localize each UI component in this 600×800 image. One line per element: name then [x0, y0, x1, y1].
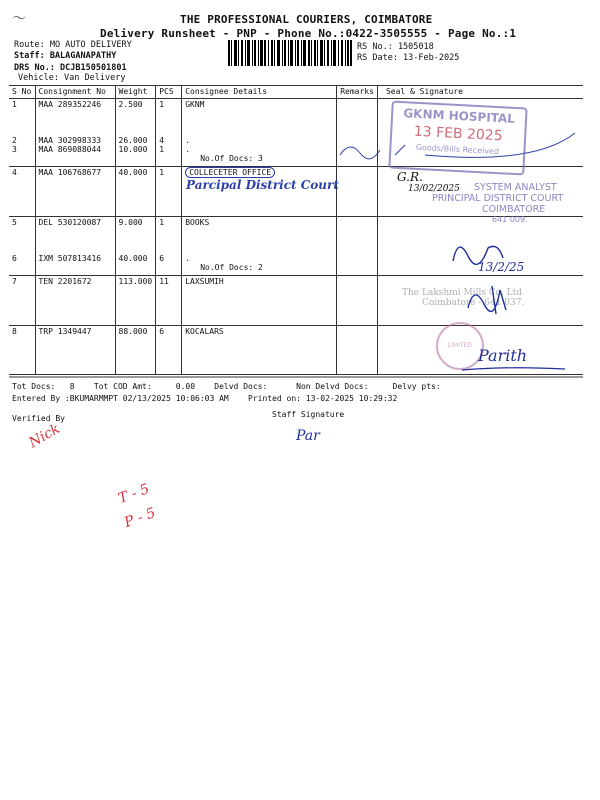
court-stamp-line4: 641 009. — [492, 215, 528, 224]
handwritten-date-row6: 13/2/25 — [478, 260, 525, 274]
vehicle-text: Vehicle: Van Delivery — [18, 73, 126, 83]
mills-stamp-line2: Coimbatore - 641 037. — [422, 298, 525, 308]
totals-line: Tot Docs: 8 Tot COD Amt: 0.00 Delvd Docs: Non Delvd Docs: Delvy pts: — [12, 382, 441, 391]
col-header-seal: Seal & Signature — [377, 86, 583, 99]
cell-weight: 40.000 — [115, 167, 156, 217]
round-seal-text: LIMITED — [447, 342, 473, 349]
cell-sno: 4 — [9, 167, 35, 217]
consignee-dots: . . — [185, 135, 191, 154]
cell-sno: 7 — [9, 276, 35, 326]
handwritten-gr-date: 13/02/2025 — [408, 184, 460, 194]
cell-consignment: TEN 2201672 — [35, 276, 115, 326]
cell-consignment: MAA 106768677 — [35, 167, 115, 217]
col-header-pcs: PCS — [156, 86, 182, 99]
cell-sno: 2 3 — [9, 135, 35, 167]
cell-consignee: KOCALARS — [182, 326, 337, 375]
cell-sno: 1 — [9, 99, 35, 135]
cell-weight: 113.000 — [115, 276, 156, 326]
cell-weight: 2.500 — [115, 99, 156, 135]
round-seal — [436, 322, 484, 370]
rs-date: RS Date: 13-Feb-2025 — [357, 53, 460, 63]
route-text: Route: MO AUTO DELIVERY — [14, 40, 132, 50]
stamp-date: 13 FEB 2025 — [413, 123, 503, 145]
verified-scrawl: Nick — [26, 420, 63, 452]
cell-consignment: TRP 1349447 — [35, 326, 115, 375]
cell-sno: 8 — [9, 326, 35, 375]
docs-count: No.Of Docs: 2 — [200, 263, 263, 272]
stamp-sub: Goods/Bills Received — [415, 142, 500, 157]
docs-count: No.Of Docs: 3 — [200, 153, 263, 163]
underline-row8 — [460, 364, 570, 374]
handwritten-sign-row8: Parith — [478, 346, 528, 365]
cell-pcs: 11 — [156, 276, 182, 326]
cell-weight: 9.000 40.000 — [115, 217, 156, 276]
staff-signature-scrawl: Par — [296, 428, 320, 444]
cell-pcs: 1 6 — [156, 217, 182, 276]
mills-stamp-line1: The Lakshmi Mills Co. Ltd — [402, 288, 523, 298]
col-header-remarks: Remarks — [337, 86, 378, 99]
handwritten-note-row4: Parcipal District Court — [186, 178, 339, 192]
consignee-lines: BOOKS . — [185, 218, 210, 263]
cell-consignment: MAA 302998333 MAA 869088044 — [35, 135, 115, 167]
cell-consignee — [182, 135, 337, 167]
runsheet-title: Delivery Runsheet - PNP - Phone No.:0422-3505555 - Page No.:1 — [100, 27, 517, 40]
staff-text: Staff: BALAGANAPATHY — [14, 51, 117, 61]
cell-consignment: DEL 530120087 IXM 507813416 — [35, 217, 115, 276]
staff-signature-label: Staff Signature — [272, 410, 345, 419]
signature-row6 — [448, 236, 508, 266]
entered-by-line: Entered By :BKUMARMMPT 02/13/2025 10:06:03 AM Printed on: 13-02-2025 10:29:32 — [12, 394, 398, 403]
court-stamp-line2: PRINCIPAL DISTRICT COURT — [432, 193, 564, 204]
cell-consignment: MAA 289352246 — [35, 99, 115, 135]
cell-consignee: LAXSUMIH — [182, 276, 337, 326]
col-header-weight: Weight — [115, 86, 156, 99]
cell-sno: 5 6 — [9, 217, 35, 276]
totals-underline — [9, 376, 583, 378]
col-header-consignment: Consignment No — [35, 86, 115, 99]
cell-pcs: 1 — [156, 167, 182, 217]
col-header-sno: S No — [9, 86, 35, 99]
cell-weight: 88.000 — [115, 326, 156, 375]
table-header-row — [9, 86, 583, 99]
cell-pcs: 4 1 — [156, 135, 182, 167]
cell-consignee: GKNM — [182, 99, 337, 135]
cell-pcs: 1 — [156, 99, 182, 135]
col-header-consignee: Consignee Details — [182, 86, 337, 99]
tp-note-2: P - 5 — [122, 505, 158, 531]
rs-number: RS No.: 1505018 — [357, 42, 434, 52]
verified-by-label: Verified By — [12, 414, 65, 423]
signature-scribble-row2 — [335, 125, 585, 170]
handwritten-gr-sign: G.R. — [397, 170, 423, 184]
stamp-name: GKNM HOSPITAL — [403, 106, 516, 126]
tp-note-1: T - 5 — [116, 481, 152, 507]
barcode-image — [228, 40, 352, 66]
wave-mark: 〜 — [12, 11, 26, 27]
drs-number: DRS No.: DCJB150501801 — [14, 63, 127, 73]
cell-pcs: 6 — [156, 326, 182, 375]
cell-weight: 26.000 10.000 — [115, 135, 156, 167]
court-stamp-line1: SYSTEM ANALYST — [474, 182, 557, 193]
company-name: THE PROFESSIONAL COURIERS, COIMBATORE — [180, 13, 433, 26]
court-stamp-line3: COIMBATORE — [482, 204, 546, 215]
cell-consignee — [182, 217, 337, 276]
consignee-circled: COLLECETER OFFICE — [185, 167, 275, 178]
signature-row7 — [462, 280, 522, 316]
